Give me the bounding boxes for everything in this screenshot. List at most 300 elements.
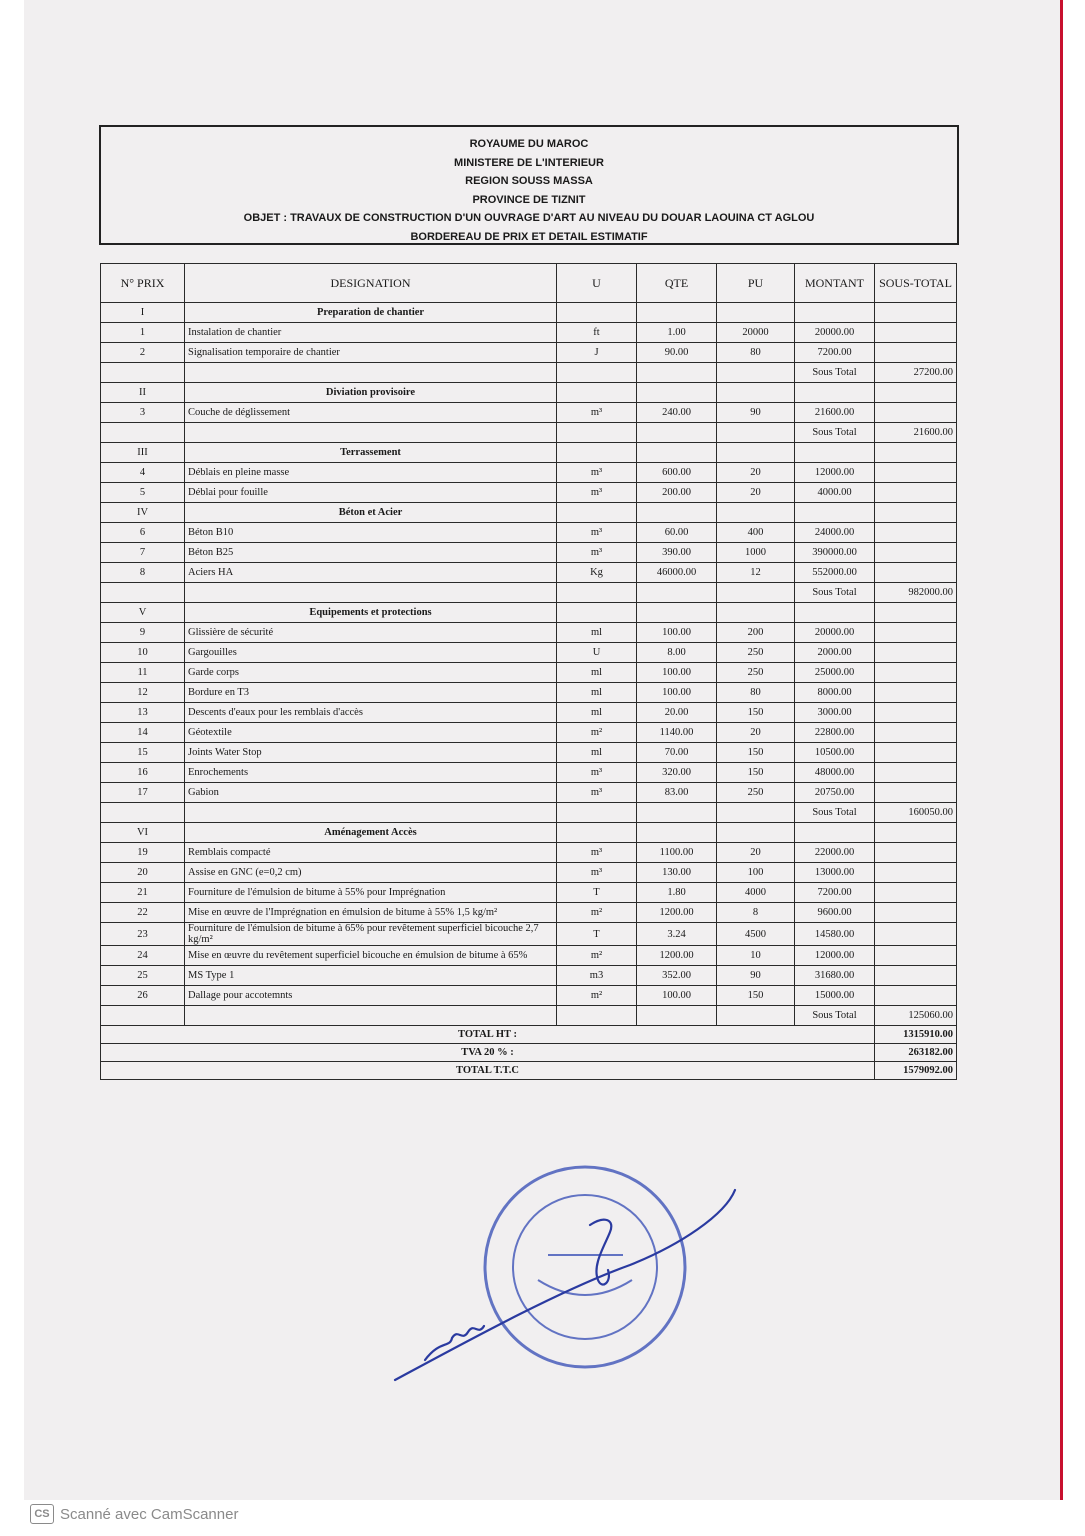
cell-designation: Mise en œuvre de l'Imprégnation en émulsion de bitume à 55% 1,5 kg/m² xyxy=(185,903,557,923)
item-row xyxy=(101,986,957,1006)
cell-unit: m² xyxy=(557,723,637,743)
cell-nprix: 20 xyxy=(101,863,185,883)
cell-amount: Sous Total xyxy=(795,583,875,603)
scanner-footer xyxy=(30,1504,238,1524)
cell-designation: Terrassement xyxy=(185,443,557,463)
cell-unit-price: 100 xyxy=(717,863,795,883)
cell-nprix: 23 xyxy=(101,923,185,946)
item-row xyxy=(101,863,957,883)
cell-qty: 240.00 xyxy=(637,403,717,423)
cell-unit-price xyxy=(717,363,795,383)
cell-qty: 600.00 xyxy=(637,463,717,483)
cell-unit xyxy=(557,423,637,443)
col-header-unit-price: PU xyxy=(717,264,795,303)
cell-qty xyxy=(637,583,717,603)
cell-subtotal xyxy=(875,966,957,986)
col-header-unit: U xyxy=(557,264,637,303)
cell-designation: MS Type 1 xyxy=(185,966,557,986)
cell-unit-price: 20 xyxy=(717,463,795,483)
cell-designation: Béton et Acier xyxy=(185,503,557,523)
cell-unit: m³ xyxy=(557,543,637,563)
section-row xyxy=(101,303,957,323)
cell-unit-price: 80 xyxy=(717,683,795,703)
cell-nprix: 10 xyxy=(101,643,185,663)
cell-qty: 1.00 xyxy=(637,323,717,343)
cell-unit: m3 xyxy=(557,966,637,986)
cell-subtotal xyxy=(875,986,957,1006)
cell-unit-price: 400 xyxy=(717,523,795,543)
cell-unit-price: 20000 xyxy=(717,323,795,343)
subtotal-row xyxy=(101,1006,957,1026)
cell-amount: 22000.00 xyxy=(795,843,875,863)
cell-qty xyxy=(637,1006,717,1026)
item-row xyxy=(101,483,957,503)
cell-designation: Aciers HA xyxy=(185,563,557,583)
cell-unit: m³ xyxy=(557,403,637,423)
total-ttc-label: TOTAL T.T.C xyxy=(101,1062,875,1080)
cell-designation: Garde corps xyxy=(185,663,557,683)
cell-subtotal xyxy=(875,603,957,623)
cell-nprix: 24 xyxy=(101,946,185,966)
cell-amount: 8000.00 xyxy=(795,683,875,703)
cell-unit xyxy=(557,603,637,623)
page-edge-red-line xyxy=(1060,0,1063,1500)
handwritten-signature xyxy=(380,1170,740,1390)
cell-subtotal: 125060.00 xyxy=(875,1006,957,1026)
cell-designation: Glissière de sécurité xyxy=(185,623,557,643)
cell-unit-price xyxy=(717,303,795,323)
cell-designation: Signalisation temporaire de chantier xyxy=(185,343,557,363)
cell-designation: Fourniture de l'émulsion de bitume à 55% pour Imprégnation xyxy=(185,883,557,903)
cell-unit: m² xyxy=(557,903,637,923)
total-ht-row xyxy=(101,1026,957,1044)
cell-qty: 1200.00 xyxy=(637,903,717,923)
header-line-province: PROVINCE DE TIZNIT xyxy=(472,193,586,206)
cell-amount: 7200.00 xyxy=(795,883,875,903)
cell-unit: m³ xyxy=(557,783,637,803)
cell-unit xyxy=(557,363,637,383)
cell-nprix: VI xyxy=(101,823,185,843)
total-ttc-value: 1579092.00 xyxy=(875,1062,957,1080)
cell-designation xyxy=(185,1006,557,1026)
cell-unit: ml xyxy=(557,663,637,683)
cell-designation xyxy=(185,363,557,383)
cell-amount: 15000.00 xyxy=(795,986,875,1006)
cell-unit: m³ xyxy=(557,523,637,543)
item-row xyxy=(101,703,957,723)
cell-nprix: 7 xyxy=(101,543,185,563)
cell-nprix: 15 xyxy=(101,743,185,763)
cell-subtotal xyxy=(875,843,957,863)
cell-nprix: 21 xyxy=(101,883,185,903)
cell-qty: 100.00 xyxy=(637,683,717,703)
cell-amount: 48000.00 xyxy=(795,763,875,783)
item-row xyxy=(101,723,957,743)
cell-amount: 21600.00 xyxy=(795,403,875,423)
cell-amount: 12000.00 xyxy=(795,463,875,483)
cell-qty: 3.24 xyxy=(637,923,717,946)
header-line-ministry: MINISTERE DE L'INTERIEUR xyxy=(454,156,604,169)
cell-unit: m³ xyxy=(557,843,637,863)
cell-nprix: 12 xyxy=(101,683,185,703)
cell-qty xyxy=(637,823,717,843)
total-ttc-row xyxy=(101,1062,957,1080)
cell-unit-price: 10 xyxy=(717,946,795,966)
item-row xyxy=(101,843,957,863)
total-ht-value: 1315910.00 xyxy=(875,1026,957,1044)
cell-unit-price: 20 xyxy=(717,723,795,743)
cell-qty: 320.00 xyxy=(637,763,717,783)
cell-unit-price: 80 xyxy=(717,343,795,363)
item-row xyxy=(101,403,957,423)
cell-designation: Gabion xyxy=(185,783,557,803)
document-header xyxy=(99,125,959,245)
col-header-amount: MONTANT xyxy=(795,264,875,303)
cell-unit xyxy=(557,803,637,823)
cell-unit-price xyxy=(717,423,795,443)
cell-nprix: 6 xyxy=(101,523,185,543)
cell-unit-price: 20 xyxy=(717,843,795,863)
cell-unit-price xyxy=(717,383,795,403)
cell-amount: 2000.00 xyxy=(795,643,875,663)
cell-nprix: V xyxy=(101,603,185,623)
cell-amount: 390000.00 xyxy=(795,543,875,563)
cell-nprix: 11 xyxy=(101,663,185,683)
cell-qty: 200.00 xyxy=(637,483,717,503)
tva-value: 263182.00 xyxy=(875,1044,957,1062)
cell-unit xyxy=(557,823,637,843)
item-row xyxy=(101,523,957,543)
item-row xyxy=(101,883,957,903)
cell-qty xyxy=(637,803,717,823)
col-header-qty: QTE xyxy=(637,264,717,303)
cell-subtotal xyxy=(875,543,957,563)
cell-qty: 100.00 xyxy=(637,623,717,643)
cell-nprix: 9 xyxy=(101,623,185,643)
cell-unit xyxy=(557,383,637,403)
cell-unit-price: 8 xyxy=(717,903,795,923)
cell-qty: 46000.00 xyxy=(637,563,717,583)
cell-nprix xyxy=(101,1006,185,1026)
cell-subtotal: 21600.00 xyxy=(875,423,957,443)
cell-amount: 31680.00 xyxy=(795,966,875,986)
cell-subtotal xyxy=(875,343,957,363)
cell-amount: 20000.00 xyxy=(795,623,875,643)
cell-qty xyxy=(637,383,717,403)
cell-unit: U xyxy=(557,643,637,663)
cell-amount xyxy=(795,383,875,403)
cell-subtotal xyxy=(875,643,957,663)
cell-nprix: 26 xyxy=(101,986,185,1006)
cell-amount: 3000.00 xyxy=(795,703,875,723)
cell-unit-price: 200 xyxy=(717,623,795,643)
cell-subtotal xyxy=(875,623,957,643)
cell-designation: Assise en GNC (e=0,2 cm) xyxy=(185,863,557,883)
cell-amount xyxy=(795,603,875,623)
cell-amount: 20000.00 xyxy=(795,323,875,343)
item-row xyxy=(101,563,957,583)
cell-qty: 130.00 xyxy=(637,863,717,883)
cell-subtotal xyxy=(875,743,957,763)
cell-designation: Equipements et protections xyxy=(185,603,557,623)
cell-subtotal xyxy=(875,723,957,743)
cell-nprix: I xyxy=(101,303,185,323)
cell-unit-price xyxy=(717,603,795,623)
cell-amount: 25000.00 xyxy=(795,663,875,683)
cell-amount: 10500.00 xyxy=(795,743,875,763)
cell-amount: Sous Total xyxy=(795,363,875,383)
subtotal-row xyxy=(101,583,957,603)
section-row xyxy=(101,443,957,463)
cell-unit-price: 250 xyxy=(717,783,795,803)
cell-designation: Dallage pour accotemnts xyxy=(185,986,557,1006)
cell-designation: Remblais compacté xyxy=(185,843,557,863)
cell-designation: Diviation provisoire xyxy=(185,383,557,403)
cell-designation: Gargouilles xyxy=(185,643,557,663)
cell-nprix: II xyxy=(101,383,185,403)
cell-subtotal xyxy=(875,683,957,703)
cell-amount: Sous Total xyxy=(795,423,875,443)
cell-subtotal xyxy=(875,783,957,803)
cell-designation: Joints Water Stop xyxy=(185,743,557,763)
item-row xyxy=(101,946,957,966)
cell-subtotal: 27200.00 xyxy=(875,363,957,383)
header-line-region: REGION SOUSS MASSA xyxy=(465,175,593,187)
cell-unit-price: 250 xyxy=(717,663,795,683)
cell-nprix xyxy=(101,363,185,383)
item-row xyxy=(101,343,957,363)
cell-amount xyxy=(795,303,875,323)
cell-nprix: 16 xyxy=(101,763,185,783)
section-row xyxy=(101,823,957,843)
cell-unit: ft xyxy=(557,323,637,343)
cell-designation: Géotextile xyxy=(185,723,557,743)
cell-qty: 1100.00 xyxy=(637,843,717,863)
cell-unit-price: 4500 xyxy=(717,923,795,946)
cell-unit-price: 250 xyxy=(717,643,795,663)
cell-subtotal xyxy=(875,303,957,323)
item-row xyxy=(101,323,957,343)
cell-unit-price xyxy=(717,1006,795,1026)
item-row xyxy=(101,966,957,986)
section-row xyxy=(101,503,957,523)
cell-qty xyxy=(637,603,717,623)
cell-unit-price xyxy=(717,823,795,843)
cell-designation: Béton B25 xyxy=(185,543,557,563)
cell-nprix: IV xyxy=(101,503,185,523)
cell-unit xyxy=(557,583,637,603)
subtotal-row xyxy=(101,423,957,443)
item-row xyxy=(101,623,957,643)
cell-nprix xyxy=(101,583,185,603)
cell-subtotal: 160050.00 xyxy=(875,803,957,823)
cell-unit-price: 1000 xyxy=(717,543,795,563)
cell-designation: Aménagement Accès xyxy=(185,823,557,843)
cell-unit: m³ xyxy=(557,483,637,503)
cell-qty xyxy=(637,423,717,443)
cell-amount: Sous Total xyxy=(795,803,875,823)
cell-unit xyxy=(557,303,637,323)
cell-qty: 83.00 xyxy=(637,783,717,803)
cell-unit: ml xyxy=(557,743,637,763)
cell-unit-price xyxy=(717,443,795,463)
cell-subtotal xyxy=(875,863,957,883)
cell-amount xyxy=(795,823,875,843)
table-header-row xyxy=(101,264,957,303)
cell-subtotal xyxy=(875,403,957,423)
cell-designation: Bordure en T3 xyxy=(185,683,557,703)
scanner-footer-text: Scanné avec CamScanner xyxy=(60,1505,239,1523)
cell-nprix: III xyxy=(101,443,185,463)
cell-designation xyxy=(185,803,557,823)
cell-designation: Mise en œuvre du revêtement superficiel bicouche en émulsion de bitume à 65% xyxy=(185,946,557,966)
col-header-subtotal: SOUS-TOTAL xyxy=(875,264,957,303)
cell-unit-price: 12 xyxy=(717,563,795,583)
cell-amount: 4000.00 xyxy=(795,483,875,503)
cell-designation: Déblais en pleine masse xyxy=(185,463,557,483)
cell-subtotal xyxy=(875,463,957,483)
cell-unit: J xyxy=(557,343,637,363)
total-ht-label: TOTAL HT : xyxy=(101,1026,875,1044)
cell-subtotal xyxy=(875,823,957,843)
cell-unit xyxy=(557,443,637,463)
cell-qty: 1.80 xyxy=(637,883,717,903)
cell-subtotal xyxy=(875,703,957,723)
cell-subtotal xyxy=(875,503,957,523)
cell-unit-price xyxy=(717,503,795,523)
cell-subtotal xyxy=(875,763,957,783)
cell-amount: 22800.00 xyxy=(795,723,875,743)
cell-qty: 70.00 xyxy=(637,743,717,763)
cell-unit: m² xyxy=(557,946,637,966)
cell-nprix: 19 xyxy=(101,843,185,863)
item-row xyxy=(101,543,957,563)
cell-qty xyxy=(637,303,717,323)
tva-row xyxy=(101,1044,957,1062)
cell-designation: Couche de déglissement xyxy=(185,403,557,423)
item-row xyxy=(101,463,957,483)
cell-amount: 14580.00 xyxy=(795,923,875,946)
cell-subtotal xyxy=(875,483,957,503)
cell-amount: 7200.00 xyxy=(795,343,875,363)
item-row xyxy=(101,643,957,663)
cell-subtotal xyxy=(875,383,957,403)
cell-unit: m³ xyxy=(557,463,637,483)
cell-unit xyxy=(557,1006,637,1026)
cell-amount: 13000.00 xyxy=(795,863,875,883)
cell-amount xyxy=(795,503,875,523)
cell-unit: m³ xyxy=(557,863,637,883)
cell-designation: Descents d'eaux pour les remblais d'accès xyxy=(185,703,557,723)
subtotal-row xyxy=(101,803,957,823)
cell-qty: 1200.00 xyxy=(637,946,717,966)
header-line-bordereau: BORDEREAU DE PRIX ET DETAIL ESTIMATIF xyxy=(410,230,648,243)
cell-amount xyxy=(795,443,875,463)
cell-amount: 20750.00 xyxy=(795,783,875,803)
cell-qty xyxy=(637,363,717,383)
cell-unit: m² xyxy=(557,986,637,1006)
cell-nprix: 3 xyxy=(101,403,185,423)
cell-subtotal: 982000.00 xyxy=(875,583,957,603)
cell-qty: 100.00 xyxy=(637,986,717,1006)
item-row xyxy=(101,923,957,946)
cell-designation: Déblai pour fouille xyxy=(185,483,557,503)
cell-subtotal xyxy=(875,323,957,343)
cell-unit: ml xyxy=(557,703,637,723)
cell-unit-price: 150 xyxy=(717,986,795,1006)
cell-amount: Sous Total xyxy=(795,1006,875,1026)
subtotal-row xyxy=(101,363,957,383)
cell-subtotal xyxy=(875,563,957,583)
col-header-nprix: N° PRIX xyxy=(101,264,185,303)
cell-subtotal xyxy=(875,883,957,903)
item-row xyxy=(101,903,957,923)
cell-unit xyxy=(557,503,637,523)
cell-nprix: 2 xyxy=(101,343,185,363)
cell-qty: 8.00 xyxy=(637,643,717,663)
cell-subtotal xyxy=(875,946,957,966)
cell-qty xyxy=(637,443,717,463)
cell-qty: 1140.00 xyxy=(637,723,717,743)
cell-nprix: 17 xyxy=(101,783,185,803)
cell-nprix xyxy=(101,423,185,443)
cell-amount: 9600.00 xyxy=(795,903,875,923)
header-line-kingdom: ROYAUME DU MAROC xyxy=(469,138,589,150)
cell-qty: 20.00 xyxy=(637,703,717,723)
camscanner-logo-icon: CS xyxy=(30,1504,54,1524)
cell-nprix: 4 xyxy=(101,463,185,483)
cell-unit: T xyxy=(557,883,637,903)
cell-nprix: 8 xyxy=(101,563,185,583)
cell-qty xyxy=(637,503,717,523)
cell-unit-price: 90 xyxy=(717,966,795,986)
cell-designation: Béton B10 xyxy=(185,523,557,543)
cell-qty: 100.00 xyxy=(637,663,717,683)
section-row xyxy=(101,603,957,623)
cell-subtotal xyxy=(875,443,957,463)
item-row xyxy=(101,663,957,683)
cell-unit-price: 150 xyxy=(717,703,795,723)
cell-nprix xyxy=(101,803,185,823)
item-row xyxy=(101,763,957,783)
cell-designation: Preparation de chantier xyxy=(185,303,557,323)
cell-nprix: 1 xyxy=(101,323,185,343)
cell-nprix: 25 xyxy=(101,966,185,986)
cell-designation: Enrochements xyxy=(185,763,557,783)
section-row xyxy=(101,383,957,403)
cell-amount: 24000.00 xyxy=(795,523,875,543)
cell-designation xyxy=(185,583,557,603)
cell-unit-price xyxy=(717,583,795,603)
cell-unit: ml xyxy=(557,623,637,643)
cell-unit-price xyxy=(717,803,795,823)
item-row xyxy=(101,683,957,703)
header-line-object: OBJET : TRAVAUX DE CONSTRUCTION D'UN OUVRAGE D'ART AU NIVEAU DU DOUAR LAOUINA CT AGLOU xyxy=(243,212,815,224)
price-table xyxy=(100,263,957,1080)
cell-nprix: 13 xyxy=(101,703,185,723)
cell-qty: 352.00 xyxy=(637,966,717,986)
cell-qty: 60.00 xyxy=(637,523,717,543)
cell-nprix: 22 xyxy=(101,903,185,923)
cell-nprix: 5 xyxy=(101,483,185,503)
cell-qty: 390.00 xyxy=(637,543,717,563)
cell-unit-price: 90 xyxy=(717,403,795,423)
cell-unit: ml xyxy=(557,683,637,703)
cell-designation: Instalation de chantier xyxy=(185,323,557,343)
cell-subtotal xyxy=(875,523,957,543)
cell-subtotal xyxy=(875,663,957,683)
item-row xyxy=(101,743,957,763)
